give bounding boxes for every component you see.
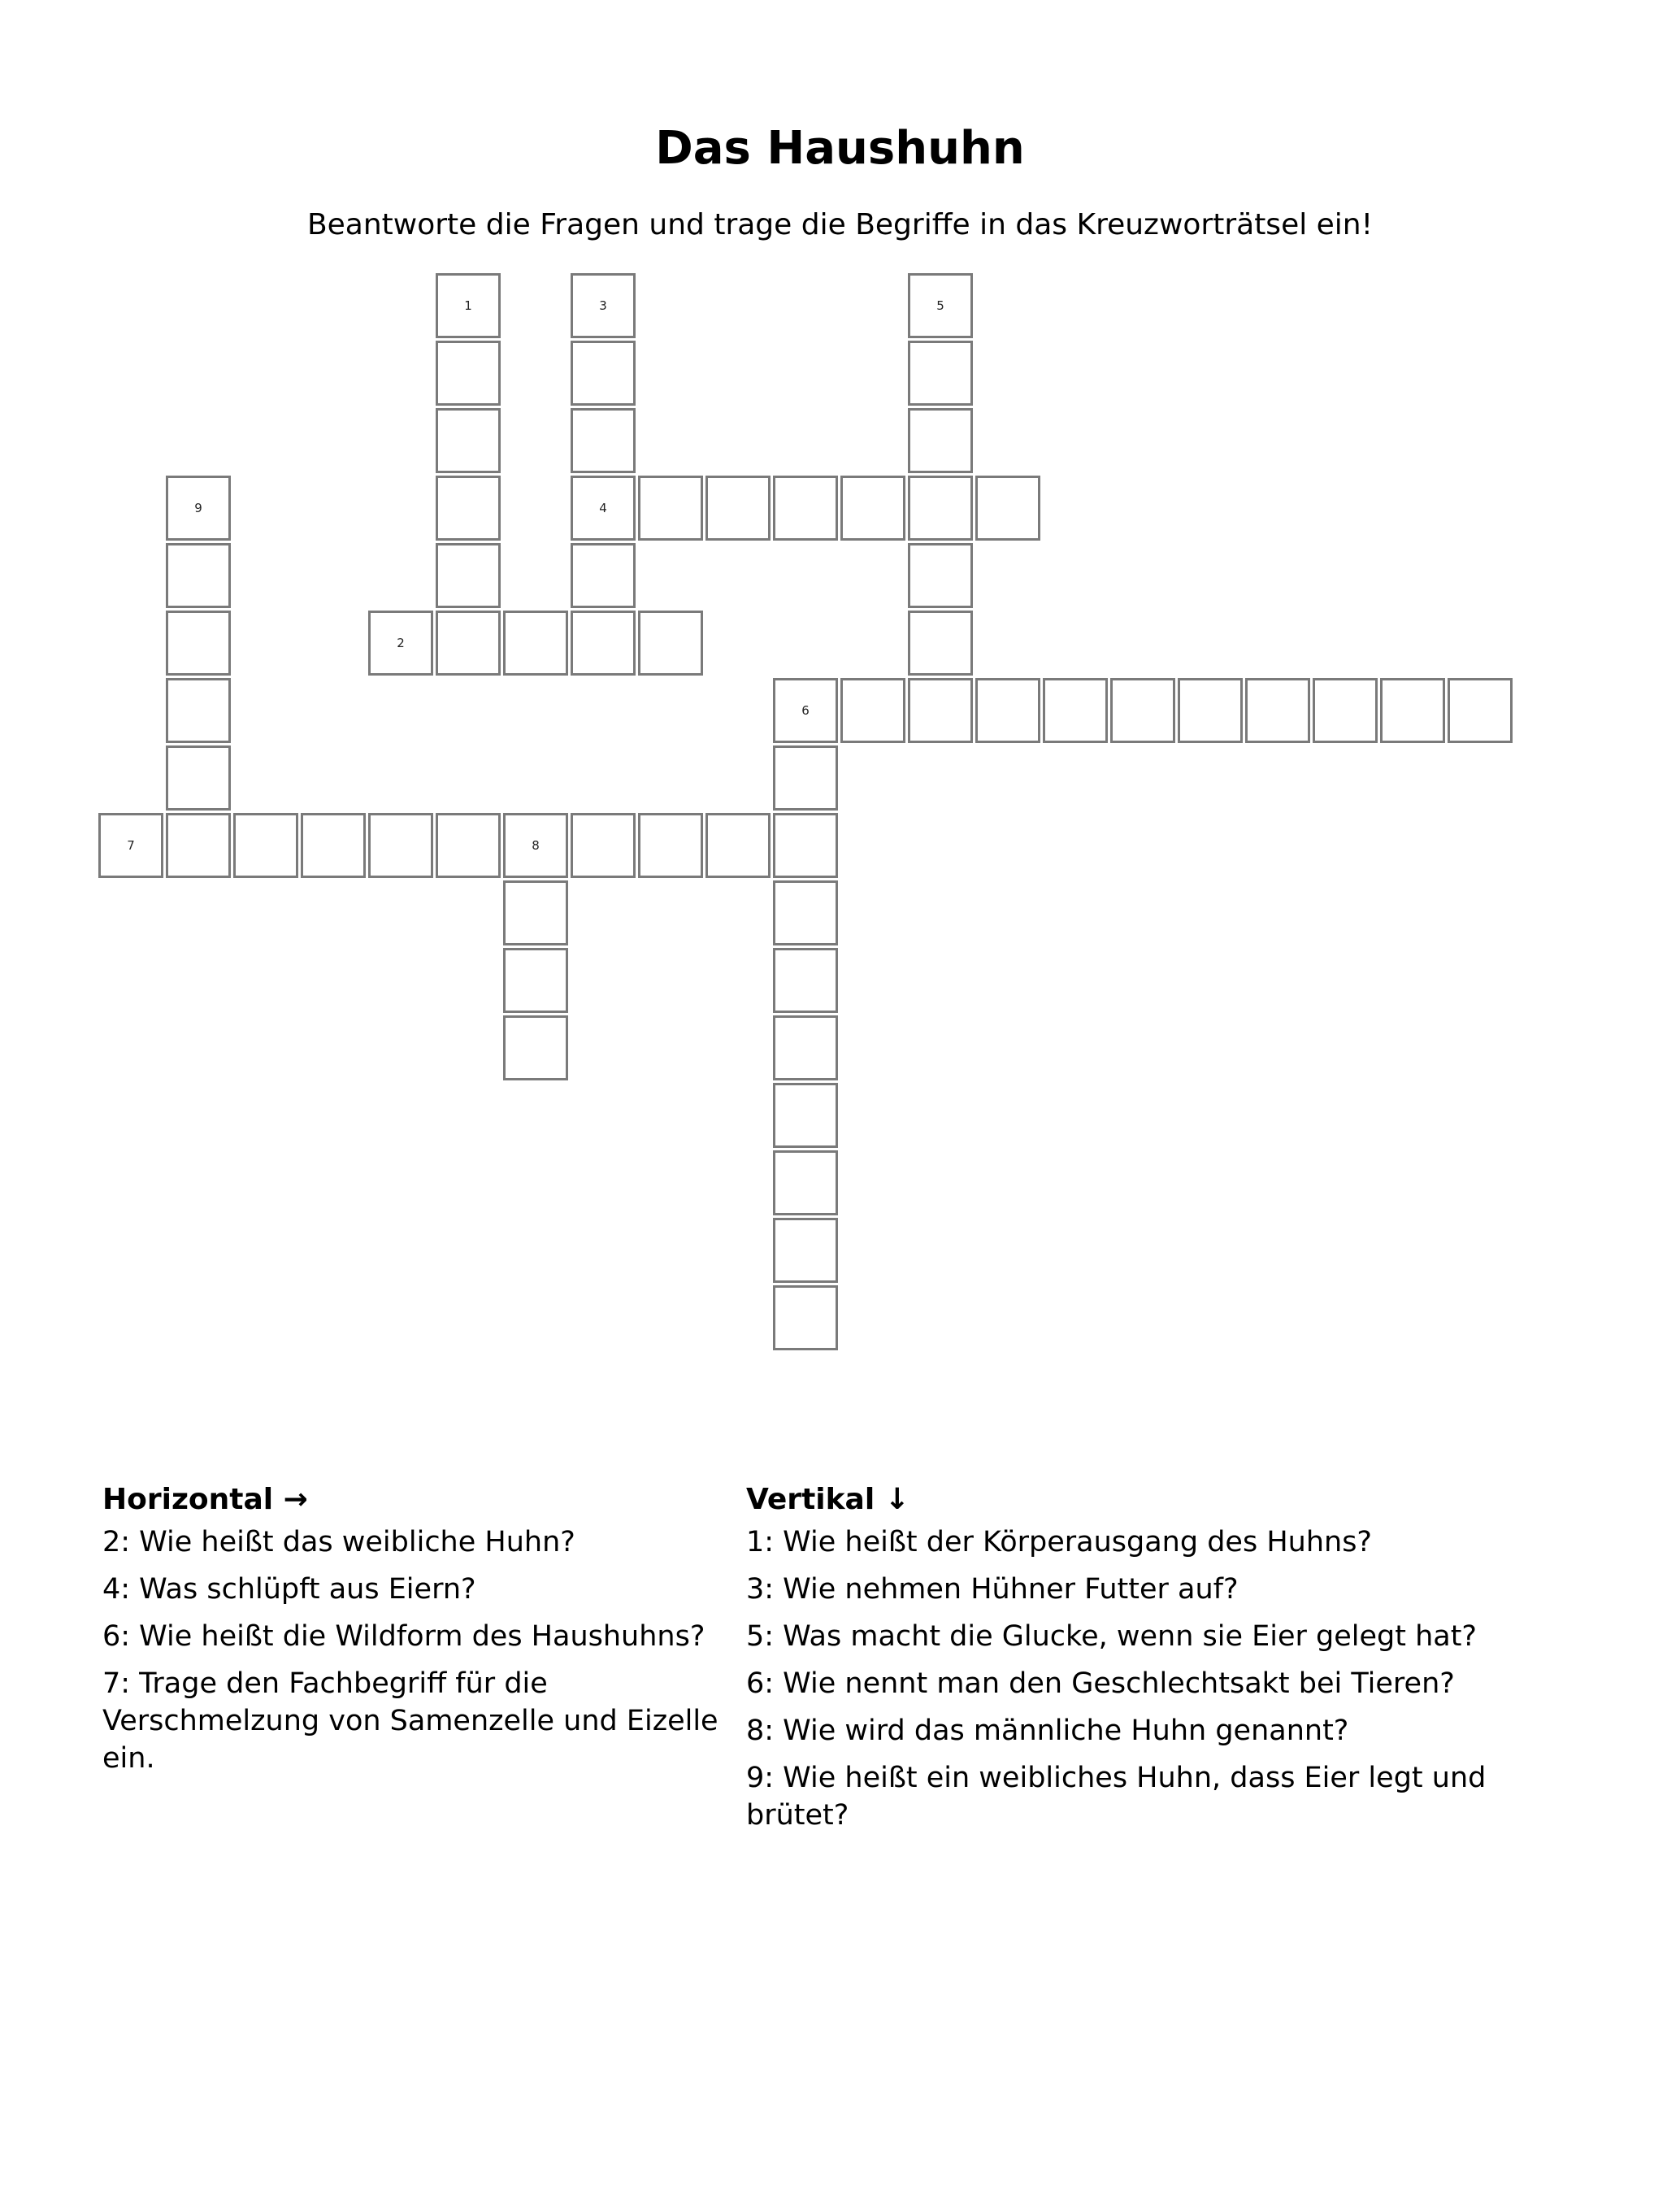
clue-down-6: 6: Wie nennt man den Geschlechtsakt bei Tieren?: [746, 1667, 1455, 1700]
crossword-cell[interactable]: [908, 678, 973, 743]
crossword-cell[interactable]: [773, 476, 838, 541]
crossword-cell[interactable]: [1245, 678, 1310, 743]
crossword-cell[interactable]: [908, 611, 973, 676]
clue-number: 1: [464, 298, 472, 313]
crossword-cell[interactable]: [773, 745, 838, 811]
crossword-cell[interactable]: [571, 273, 636, 338]
crossword-cell[interactable]: [436, 543, 501, 608]
crossword-cell[interactable]: [908, 273, 973, 338]
crossword-cell[interactable]: [233, 813, 298, 878]
crossword-cell[interactable]: [571, 611, 636, 676]
crossword-cell[interactable]: [1380, 678, 1445, 743]
clue-across-7: 7: Trage den Fachbegriff für die Verschmelzung von Samenzelle und Eizelle ein.: [102, 1667, 718, 1775]
crossword-cell[interactable]: [571, 543, 636, 608]
clue-number: 2: [397, 636, 405, 650]
clue-number: 5: [936, 298, 944, 313]
crossword-cell[interactable]: [166, 813, 231, 878]
crossword-cell[interactable]: [638, 476, 703, 541]
crossword-cell[interactable]: [773, 813, 838, 878]
crossword-cell[interactable]: [908, 341, 973, 406]
crossword-cell[interactable]: [773, 948, 838, 1013]
crossword-cell[interactable]: [773, 1083, 838, 1148]
crossword-cell[interactable]: [503, 813, 568, 878]
crossword-cell[interactable]: [503, 880, 568, 945]
crossword-cell[interactable]: [436, 273, 501, 338]
clue-down-1: 1: Wie heißt der Körperausgang des Huhns?: [746, 1526, 1372, 1558]
crossword-cell[interactable]: [301, 813, 366, 878]
crossword-cell[interactable]: [773, 1015, 838, 1080]
crossword-cell[interactable]: [773, 1218, 838, 1283]
clue-down-3: 3: Wie nehmen Hühner Futter auf?: [746, 1573, 1239, 1606]
crossword-cell[interactable]: [705, 476, 771, 541]
clue-across-6: 6: Wie heißt die Wildform des Haushuhns?: [102, 1620, 705, 1653]
crossword-cell[interactable]: [368, 813, 433, 878]
crossword-cell[interactable]: [368, 611, 433, 676]
clue-number: 6: [801, 703, 810, 718]
clue-across-4: 4: Was schlüpft aus Eiern?: [102, 1573, 476, 1606]
crossword-cell[interactable]: [773, 880, 838, 945]
clue-number: 3: [599, 298, 607, 313]
page-title: Das Haushuhn: [655, 122, 1025, 175]
crossword-cell[interactable]: [571, 476, 636, 541]
clue-number: 8: [532, 838, 540, 853]
crossword-cell[interactable]: [638, 611, 703, 676]
crossword-cell[interactable]: [1043, 678, 1108, 743]
crossword-cell[interactable]: [638, 813, 703, 878]
crossword-cell[interactable]: [166, 611, 231, 676]
crossword-cell[interactable]: [503, 948, 568, 1013]
vertical-heading: Vertikal ↓: [746, 1483, 909, 1516]
crossword-cell[interactable]: [705, 813, 771, 878]
crossword-cell[interactable]: [975, 476, 1040, 541]
crossword-cell[interactable]: [571, 341, 636, 406]
crossword-cell[interactable]: [1110, 678, 1175, 743]
crossword-cell[interactable]: [436, 813, 501, 878]
crossword-cell[interactable]: [773, 1150, 838, 1215]
clue-number: 7: [127, 838, 135, 853]
crossword-cell[interactable]: [503, 1015, 568, 1080]
crossword-cell[interactable]: [166, 678, 231, 743]
crossword-cell[interactable]: [1313, 678, 1378, 743]
crossword-cell[interactable]: [1448, 678, 1513, 743]
crossword-cell[interactable]: [436, 476, 501, 541]
crossword-cell[interactable]: [975, 678, 1040, 743]
crossword-cell[interactable]: [1178, 678, 1243, 743]
crossword-cell[interactable]: [908, 408, 973, 473]
vertical-clues: [746, 1481, 1510, 1844]
crossword-cell[interactable]: [436, 611, 501, 676]
horizontal-heading: Horizontal →: [102, 1483, 308, 1516]
clue-down-5: 5: Was macht die Glucke, wenn sie Eier gelegt hat?: [746, 1620, 1478, 1653]
clue-number: 9: [194, 501, 202, 515]
instruction-text: Beantworte die Fragen und trage die Begriffe in das Kreuzworträtsel ein!: [306, 208, 1374, 241]
crossword-cell[interactable]: [908, 476, 973, 541]
crossword-cell[interactable]: [571, 408, 636, 473]
crossword-cell[interactable]: [166, 476, 231, 541]
crossword-cell[interactable]: [840, 678, 905, 743]
crossword-cell[interactable]: [436, 408, 501, 473]
crossword-cell[interactable]: [503, 611, 568, 676]
crossword-cell[interactable]: [436, 341, 501, 406]
crossword-cell[interactable]: [166, 543, 231, 608]
clue-across-2: 2: Wie heißt das weibliche Huhn?: [102, 1526, 575, 1558]
crossword-cell[interactable]: [571, 813, 636, 878]
crossword-cell[interactable]: [166, 745, 231, 811]
clue-down-8: 8: Wie wird das männliche Huhn genannt?: [746, 1715, 1349, 1747]
clue-down-9: 9: Wie heißt ein weibliches Huhn, dass Eier legt und brütet?: [746, 1762, 1487, 1832]
crossword-cell[interactable]: [840, 476, 905, 541]
crossword-cell[interactable]: [908, 543, 973, 608]
clue-number: 4: [599, 501, 607, 515]
crossword-cell[interactable]: [773, 1285, 838, 1350]
crossword-cell[interactable]: [98, 813, 163, 878]
crossword-cell[interactable]: [773, 678, 838, 743]
horizontal-clues: [102, 1481, 728, 1787]
